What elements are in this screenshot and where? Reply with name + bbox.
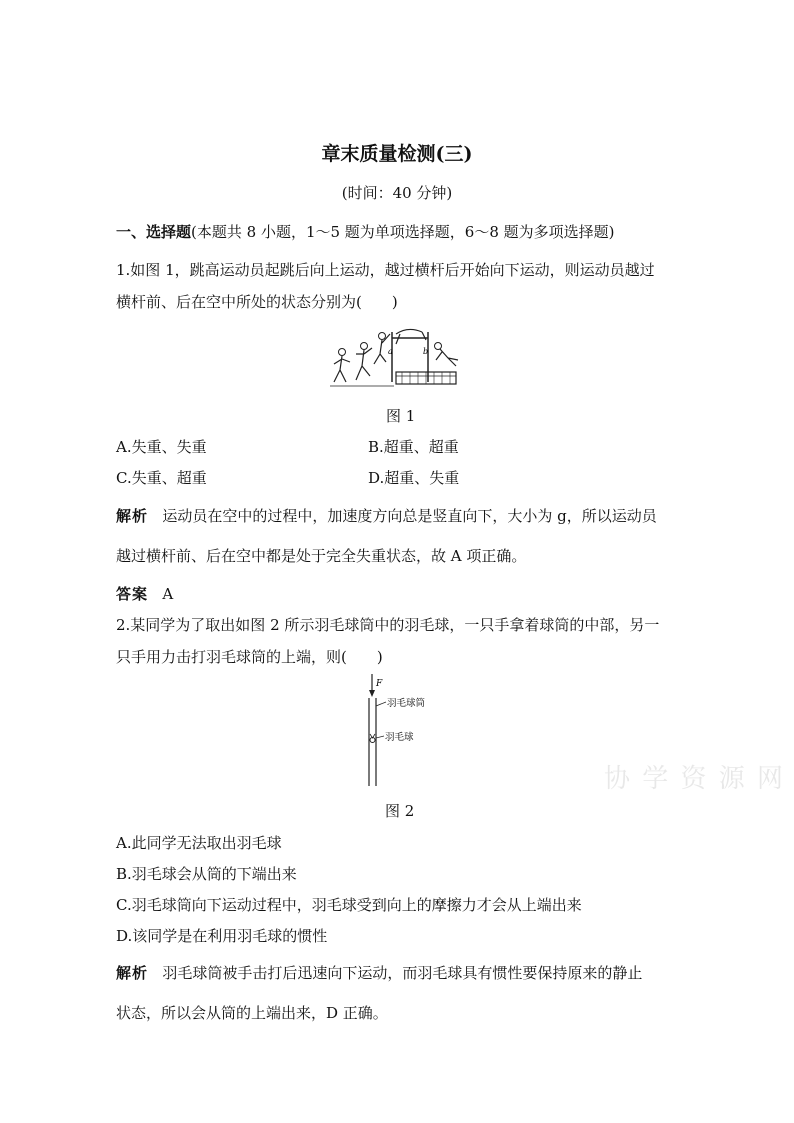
q2-stem-line1: 2.某同学为了取出如图 2 所示羽毛球筒中的羽毛球，一只手拿着球筒的中部，另一 bbox=[116, 616, 660, 634]
q1-answer bbox=[116, 583, 173, 604]
q2-analysis-line2: 状态，所以会从筒的上端出来，D 正确。 bbox=[116, 1004, 388, 1022]
figure-letter-b: b bbox=[423, 347, 429, 356]
q1-stem-line2: 横杆前、后在空中所处的状态分别为( ) bbox=[116, 293, 398, 311]
tube-label: 羽毛球筒 bbox=[387, 698, 426, 709]
q2-analysis-label: 解析 bbox=[116, 964, 149, 982]
q1-option-b: B.超重、超重 bbox=[368, 438, 459, 456]
q1-analysis-label: 解析 bbox=[116, 507, 149, 525]
q2-analysis-text1: 羽毛球筒被手击打后迅速向下运动，而羽毛球具有惯性要保持原来的静止 bbox=[162, 964, 643, 982]
q2-analysis-line1 bbox=[116, 962, 642, 983]
q1-option-c: C.失重、超重 bbox=[116, 469, 207, 487]
time-limit: (时间：40 分钟) bbox=[341, 184, 453, 202]
q2-option-a: A.此同学无法取出羽毛球 bbox=[116, 834, 282, 852]
q2-option-c: C.羽毛球筒向下运动过程中，羽毛球受到向上的摩擦力才会从上端出来 bbox=[116, 896, 582, 914]
shuttlecock-label: 羽毛球 bbox=[385, 732, 414, 743]
q1-stem-line1: 1.如图 1，跳高运动员起跳后向上运动，越过横杆后开始向下运动，则运动员越过 bbox=[116, 261, 655, 279]
q2-option-d: D.该同学是在利用羽毛球的惯性 bbox=[116, 927, 328, 945]
section-note: (本题共 8 小题，1～5 题为单项选择题，6～8 题为多项选择题) bbox=[191, 223, 615, 241]
section-header bbox=[116, 221, 615, 242]
q1-analysis-line1 bbox=[116, 505, 657, 526]
q1-answer-value: A bbox=[162, 585, 174, 603]
q2-stem-line2: 只手用力击打羽毛球筒的上端，则( ) bbox=[116, 648, 383, 666]
page-title: 章末质量检测(三) bbox=[321, 143, 473, 165]
section-heading: 一、选择题 bbox=[116, 223, 192, 241]
high-jump-figure bbox=[330, 324, 465, 394]
figure-1-caption: 图 1 bbox=[386, 407, 416, 425]
q1-analysis-line2: 越过横杆前、后在空中都是处于完全失重状态，故 A 项正确。 bbox=[116, 547, 527, 565]
badminton-tube-figure bbox=[360, 672, 440, 790]
q1-option-a: A.失重、失重 bbox=[116, 438, 207, 456]
q1-analysis-text1: 运动员在空中的过程中，加速度方向总是竖直向下，大小为 g，所以运动员 bbox=[162, 507, 657, 525]
figure-letter-a: a bbox=[388, 347, 393, 356]
q2-option-b: B.羽毛球会从筒的下端出来 bbox=[116, 865, 297, 883]
watermark: 协 学 资 源 网 bbox=[604, 764, 786, 794]
q1-answer-label: 答案 bbox=[116, 585, 149, 603]
figure-2-caption: 图 2 bbox=[385, 802, 415, 820]
force-label: F bbox=[376, 679, 383, 689]
q1-option-d: D.超重、失重 bbox=[368, 469, 460, 487]
